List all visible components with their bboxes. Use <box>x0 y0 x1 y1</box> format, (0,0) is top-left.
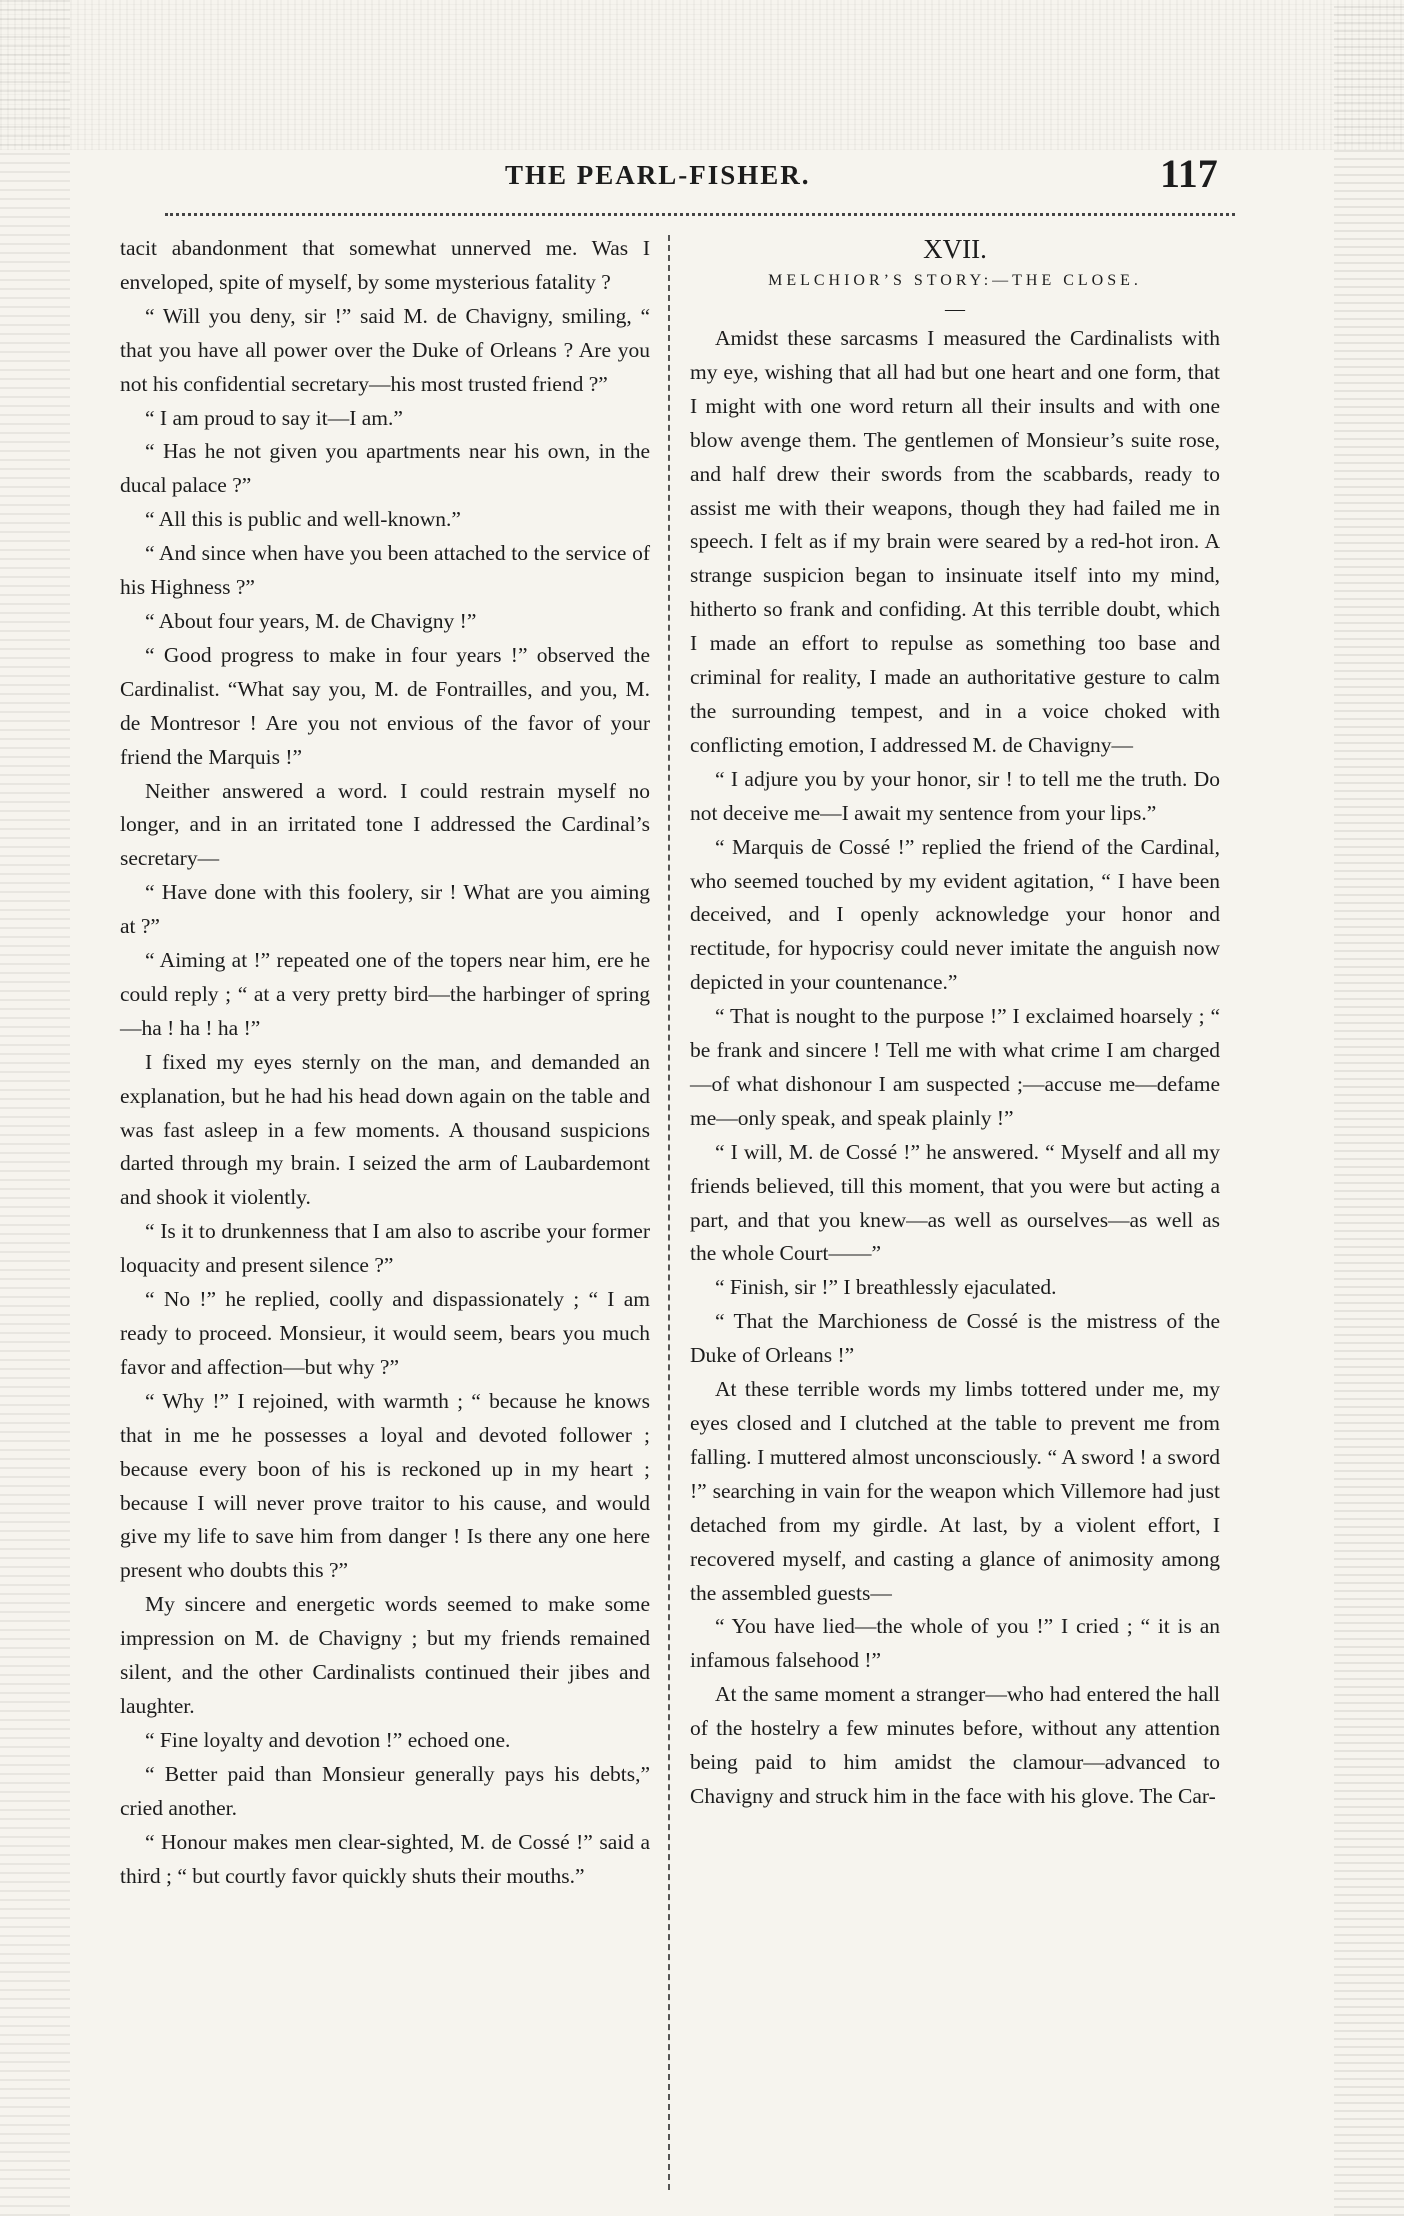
paragraph: “ Fine loyalty and devotion !” echoed one. <box>145 1727 511 1752</box>
chapter-dash: — <box>945 298 965 320</box>
running-head: THE PEARL-FISHER. <box>505 160 811 190</box>
paragraph: “ Has he not given you apartments near his own, in the ducal palace ?” <box>120 439 650 498</box>
paragraph: “ About four years, M. de Chavigny !” <box>145 608 477 633</box>
page-number: 117 <box>1160 151 1218 196</box>
paragraph: “ I adjure you by your honor, sir ! to tell me the truth. Do not deceive me—I await my sentence from your lips.” <box>690 766 1220 825</box>
paragraph: At the same moment a stranger—who had entered the hall of the hostelry a few minutes before, without any attention being paid to him amidst the clamour—advanced to Chavigny and struck him in the face with his glove. The Car- <box>690 1682 1220 1808</box>
paragraph: “ Is it to drunkenness that I am also to ascribe your former loquacity and present silence ?” <box>120 1219 650 1278</box>
chapter-number: XVII. <box>923 234 987 264</box>
column-divider <box>668 235 670 2190</box>
paragraph: “ Marquis de Cossé !” replied the friend of the Cardinal, who seemed touched by my evident agitation, “ I have been deceived, and I openly acknowledge your honor and rectitude, for hypocrisy could never imitate the anguish now depicted in your countenance.” <box>690 834 1220 995</box>
left-column <box>120 232 650 1893</box>
right-page-edge <box>1334 0 1404 2216</box>
paragraph: “ Good progress to make in four years !” observed the Cardinalist. “What say you, M. de Fontrailles, and you, M. de Montresor ! Are you not envious of the favor of your friend the Marquis !” <box>120 642 650 769</box>
paragraph: “ You have lied—the whole of you !” I cried ; “ it is an infamous falsehood !” <box>690 1614 1220 1673</box>
paragraph: “ Why !” I rejoined, with warmth ; “ because he knows that in me he possesses a loyal and devoted follower ; because every boon of his is reckoned up in my heart ; because I will never prove traitor to his cause, and would give my life to save him from danger ! Is there any one here present who doubts this ?” <box>120 1388 650 1583</box>
paragraph: “ All this is public and well-known.” <box>145 507 461 532</box>
paragraph: “ I am proud to say it—I am.” <box>145 405 403 430</box>
chapter-title: MELCHIOR’S STORY:—THE CLOSE. <box>768 272 1142 289</box>
paragraph: Amidst these sarcasms I measured the Cardinalists with my eye, wishing that all had but one heart and one form, that I might with one word return all their insults and with one blow avenge them. The gentlemen of Monsieur’s suite rose, and half drew their swords from the scabbards, ready to assist me with their weapons, though they had failed me in speech. I felt as if my brain were seared by a red-hot iron. A strange suspicion began to insinuate itself into my mind, hitherto so frank and confiding. At this terrible doubt, which I made an effort to repulse as something too base and criminal for reality, I made an authoritative gesture to calm the surrounding tempest, and in a voice choked with conflicting emotion, I addressed M. de Chavigny— <box>690 326 1220 757</box>
paragraph: “ Finish, sir !” I breathlessly ejaculated. <box>715 1275 1057 1300</box>
left-page-edge <box>0 0 70 2216</box>
paragraph: “ Have done with this foolery, sir ! What are you aiming at ?” <box>120 880 650 939</box>
paragraph: “ Honour makes men clear-sighted, M. de Cossé !” said a third ; “ but courtly favor quickly shuts their mouths.” <box>120 1829 650 1888</box>
paragraph: I fixed my eyes sternly on the man, and demanded an explanation, but he had his head down again on the table and was fast asleep in a few moments. A thousand suspicions darted through my brain. I seized the arm of Laubardemont and shook it violently. <box>120 1049 650 1210</box>
paragraph: “ Aiming at !” repeated one of the topers near him, ere he could reply ; “ at a very pretty bird—the harbinger of spring—ha ! ha ! ha !” <box>120 948 650 1040</box>
top-foxing <box>0 0 1404 150</box>
paragraph: tacit abandonment that somewhat unnerved me. Was I enveloped, spite of myself, by some mysterious fatality ? <box>120 236 650 294</box>
paragraph: Neither answered a word. I could restrain myself no longer, and in an irritated tone I addressed the Cardinal’s secretary— <box>120 778 650 871</box>
right-column <box>690 232 1220 1814</box>
paragraph: At these terrible words my limbs tottered under me, my eyes closed and I clutched at the table to prevent me from falling. I muttered almost unconsciously. “ A sword ! a sword !” searching in vain for the weapon which Villemore had just detached from my girdle. At last, by a violent effort, I recovered myself, and casting a glance of animosity among the assembled guests— <box>690 1377 1220 1605</box>
paragraph: My sincere and energetic words seemed to make some impression on M. de Chavigny ; but my friends remained silent, and the other Cardinalists continued their jibes and laughter. <box>120 1592 650 1718</box>
paragraph: “ And since when have you been attached to the service of his Highness ?” <box>120 541 650 600</box>
paragraph: “ That the Marchioness de Cossé is the mistress of the Duke of Orleans !” <box>690 1309 1220 1368</box>
paragraph: “ Better paid than Monsieur generally pays his debts,” cried another. <box>120 1761 650 1820</box>
header-rule <box>165 213 1235 216</box>
paragraph: “ I will, M. de Cossé !” he answered. “ Myself and all my friends believed, till this moment, that you were but acting a part, and that you knew—as well as ourselves—as well as the whole Court——” <box>690 1139 1220 1266</box>
paragraph: “ No !” he replied, coolly and dispassionately ; “ I am ready to proceed. Monsieur, it would seem, bears you much favor and affection—but why ?” <box>120 1287 650 1379</box>
paragraph: “ That is nought to the purpose !” I exclaimed hoarsely ; “ be frank and sincere ! Tell me with what crime I am charged—of what dishonour I am suspected ;—accuse me—defame me—only speak, and speak plainly !” <box>690 1004 1220 1130</box>
paragraph: “ Will you deny, sir !” said M. de Chavigny, smiling, “ that you have all power over the Duke of Orleans ? Are you not his confidential secretary—his most trusted friend ?” <box>120 303 650 396</box>
